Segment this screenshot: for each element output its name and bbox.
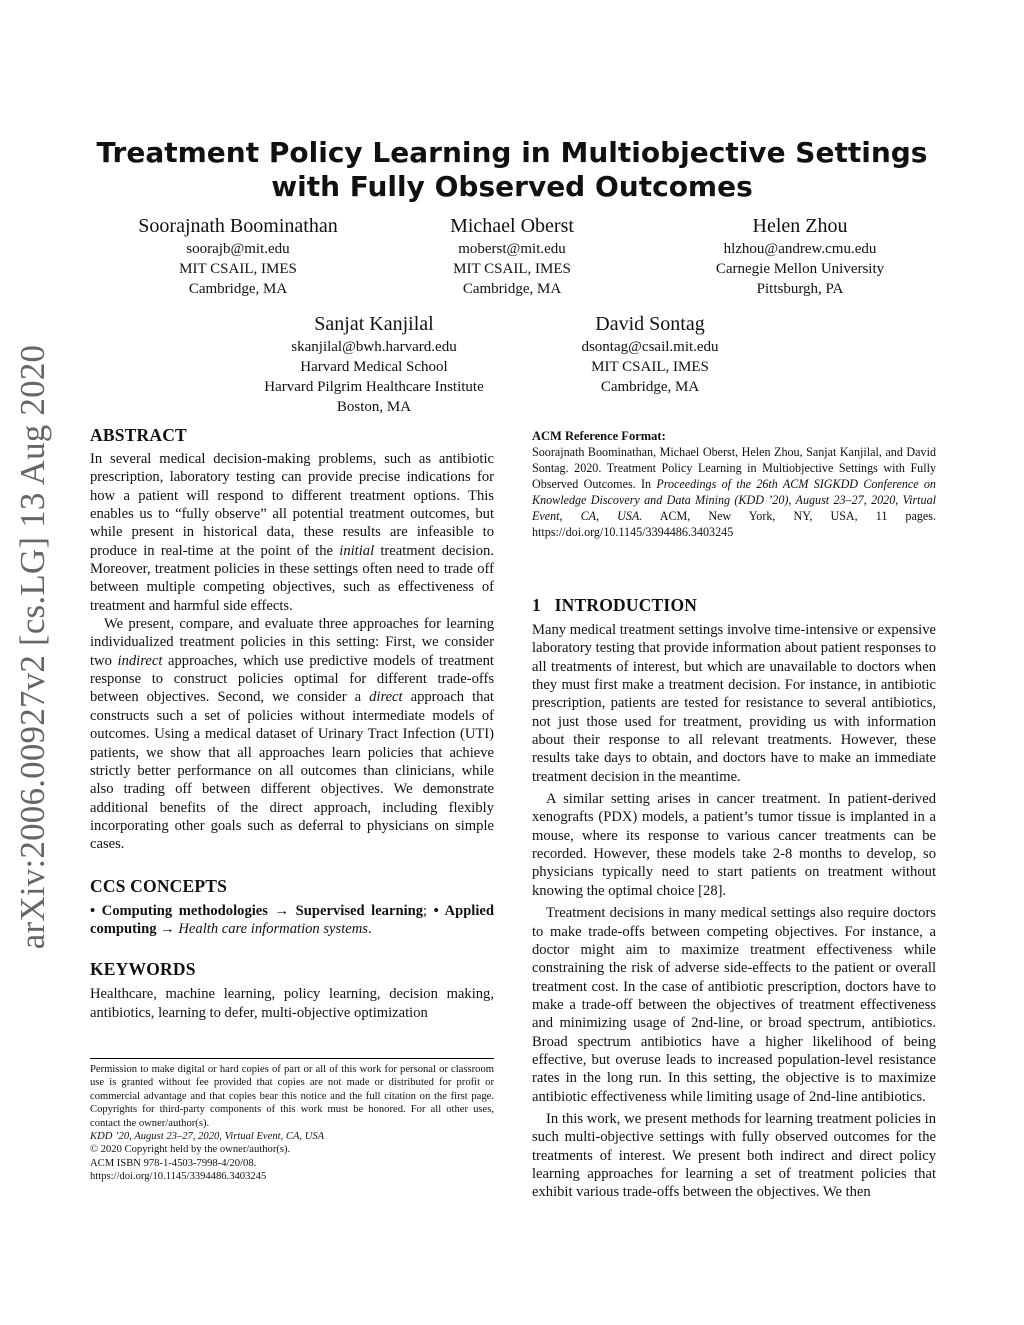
author-block	[392, 213, 632, 299]
doi-link: https://doi.org/10.1145/3394486.3403245	[90, 1171, 267, 1183]
author-location: Cambridge, MA	[600, 379, 700, 395]
author-location: Cambridge, MA	[462, 281, 562, 297]
copyright-footnote	[90, 1063, 494, 1184]
author-name: Helen Zhou	[752, 215, 848, 237]
author-affiliation: Carnegie Mellon University	[715, 261, 885, 277]
introduction-heading: 1 INTRODUCTION	[532, 595, 698, 615]
intro-paragraph: Treatment decisions in many medical settings also require doctors to make trade-offs between competing objectives. For instance, a doctor might aim to maximize treatment effectiveness while constraining the risk of adverse side-effects to the patient or overall treatment cost. In the case of antibiotic prescription, doctors have to make a trade-off between the objectives of treatment effectiveness and minimizing usage of 2nd-line, or broad spectrum, antibiotics. Broad spectrum antibiotics have a higher likelihood of being effective, but overuse leads to increased population-level resistance rates in the long run. In this setting, the objective is to maximize antibiotic effectiveness while limiting usage of 2nd-line antibiotics.	[532, 905, 936, 1105]
author-block	[108, 213, 368, 299]
author-email: hlzhou@andrew.cmu.edu	[723, 241, 877, 257]
acm-reference	[532, 429, 936, 540]
conference-venue: KDD ’20, August 23–27, 2020, Virtual Event, CA, USA	[90, 1131, 325, 1143]
author-email: moberst@mit.edu	[458, 241, 566, 257]
author-name: Michael Oberst	[450, 215, 574, 237]
footnote-rule	[90, 1058, 494, 1059]
author-affiliation: MIT CSAIL, IMES	[453, 261, 571, 277]
intro-paragraph: Many medical treatment settings involve time-intensive or expensive laboratory testing that provide information about patient responses to all treatments of interest, but which are unavailable to doctors when they must first make a treatment decision. For instance, in antibiotic prescription, patients are tested for resistance to several antibiotics, not just those used for treatment, providing us with information about their response to all relevant treatments. However, these results take days to obtain, and doctors have to make an immediate treatment decision in the meantime.	[532, 622, 936, 785]
copyright-notice: © 2020 Copyright held by the owner/author(s).	[90, 1144, 291, 1156]
author-affiliation: MIT CSAIL, IMES	[179, 261, 297, 277]
intro-paragraph: In this work, we present methods for learning treatment policies in such multi-objective settings with fully observed outcomes for the treatments of interest. We present both indirect and direct policy learning approaches for learning a set of treatment policies that exhibit various trade-offs between the objectives. We then	[532, 1110, 936, 1201]
author-email: dsontag@csail.mit.edu	[581, 339, 719, 355]
abstract-paragraph: We present, compare, and evaluate three approaches for learning individualized treatment policies in this setting: First, we consider two indirect approaches, which use predictive models of treatment response to construct policies optimal for different trade-offs between objectives. Second, we consider a direct approach that constructs such a set of policies without intermediate models of outcomes. Using a medical dataset of Urinary Tract Infection (UTI) patients, we show that all approaches learn policies that achieve strictly better performance on all outcomes than clinicians, while also trading off between different objectives. We demonstrate additional benefits of the direct approach, including flexibly incorporating other goals such as deferral to physicians on simple cases.	[90, 616, 494, 853]
paper-title: Treatment Policy Learning in Multiobjective Settings with Fully Observed Outcomes	[96, 136, 928, 203]
ccs-heading: CCS CONCEPTS	[90, 875, 228, 896]
author-email: skanjilal@bwh.harvard.edu	[291, 339, 457, 355]
author-block	[224, 311, 524, 417]
keywords-text: Healthcare, machine learning, policy learning, decision making, antibiotics, learning to defer, multi-objective optimization	[90, 986, 494, 1021]
author-location: Cambridge, MA	[188, 281, 288, 297]
author-email: soorajb@mit.edu	[186, 241, 290, 257]
abstract-heading: ABSTRACT	[90, 425, 187, 445]
ccs-concepts: • Computing methodologies → Supervised learning; • Applied computing → Health care information systems.	[90, 902, 495, 937]
author-block	[660, 213, 940, 299]
intro-paragraph: A similar setting arises in cancer treatment. In patient-derived xenografts (PDX) models, a patient’s tumor tissue is implanted in a mouse, where its response to various cancer treatments can be recorded. However, these models take 2-8 months to develop, so physicians typically need to start patients on treatment without knowing the optimal choice [28].	[532, 791, 936, 899]
acm-reference-heading: ACM Reference Format:	[532, 429, 666, 443]
abstract-paragraph: In several medical decision-making problems, such as antibiotic prescription, laboratory testing can provide precise indications for how a patient will respond to different treatment options. This enables us to “fully observe” all potential treatment outcomes, but while present in historical data, these results are infeasible to produce in real-time at the point of the initial treatment decision. Moreover, treatment policies in these settings often need to trade off between multiple competing objectives, such as effectiveness of treatment and harmful side effects.	[90, 451, 494, 614]
author-affiliation: Harvard Pilgrim Healthcare Institute	[264, 379, 484, 395]
arxiv-identifier: arXiv:2006.00927v2 [cs.LG] 13 Aug 2020	[13, 344, 52, 950]
acm-reference-text: Soorajnath Boominathan, Michael Oberst, Helen Zhou, Sanjat Kanjilal, and David Sontag. 2020. Treatment Policy Learning in Multiobjective Settings with Fully Observed Outcomes. In Proceedings of the 26th ACM SIGKDD Conference on Knowledge Discovery and Data Mining (KDD ’20), August 23–27, 2020, Virtual Event, CA, USA. ACM, New York, NY, USA, 11 pages. https://doi.org/10.1145/3394486.3403245	[532, 445, 936, 539]
author-location: Boston, MA	[336, 399, 412, 415]
right-column	[532, 594, 936, 1202]
author-name: David Sontag	[595, 313, 705, 335]
author-name: Sanjat Kanjilal	[314, 313, 434, 335]
isbn: ACM ISBN 978-1-4503-7998-4/20/08.	[90, 1157, 257, 1169]
permission-notice: Permission to make digital or hard copies of part or all of this work for personal or classroom use is granted without fee provided that copies are not made or distributed for profit or commercial advantage and that copies bear this notice and the full citation on the first page. Copyrights for third-party components of this work must be honored. For all other uses, contact the owner/author(s).	[90, 1064, 494, 1129]
author-name: Soorajnath Boominathan	[138, 215, 338, 237]
author-block	[530, 311, 770, 397]
author-affiliation: MIT CSAIL, IMES	[591, 359, 709, 375]
author-location: Pittsburgh, PA	[756, 281, 844, 297]
keywords-heading: KEYWORDS	[90, 959, 196, 980]
author-affiliation: Harvard Medical School	[300, 359, 448, 375]
left-column	[90, 424, 494, 1022]
